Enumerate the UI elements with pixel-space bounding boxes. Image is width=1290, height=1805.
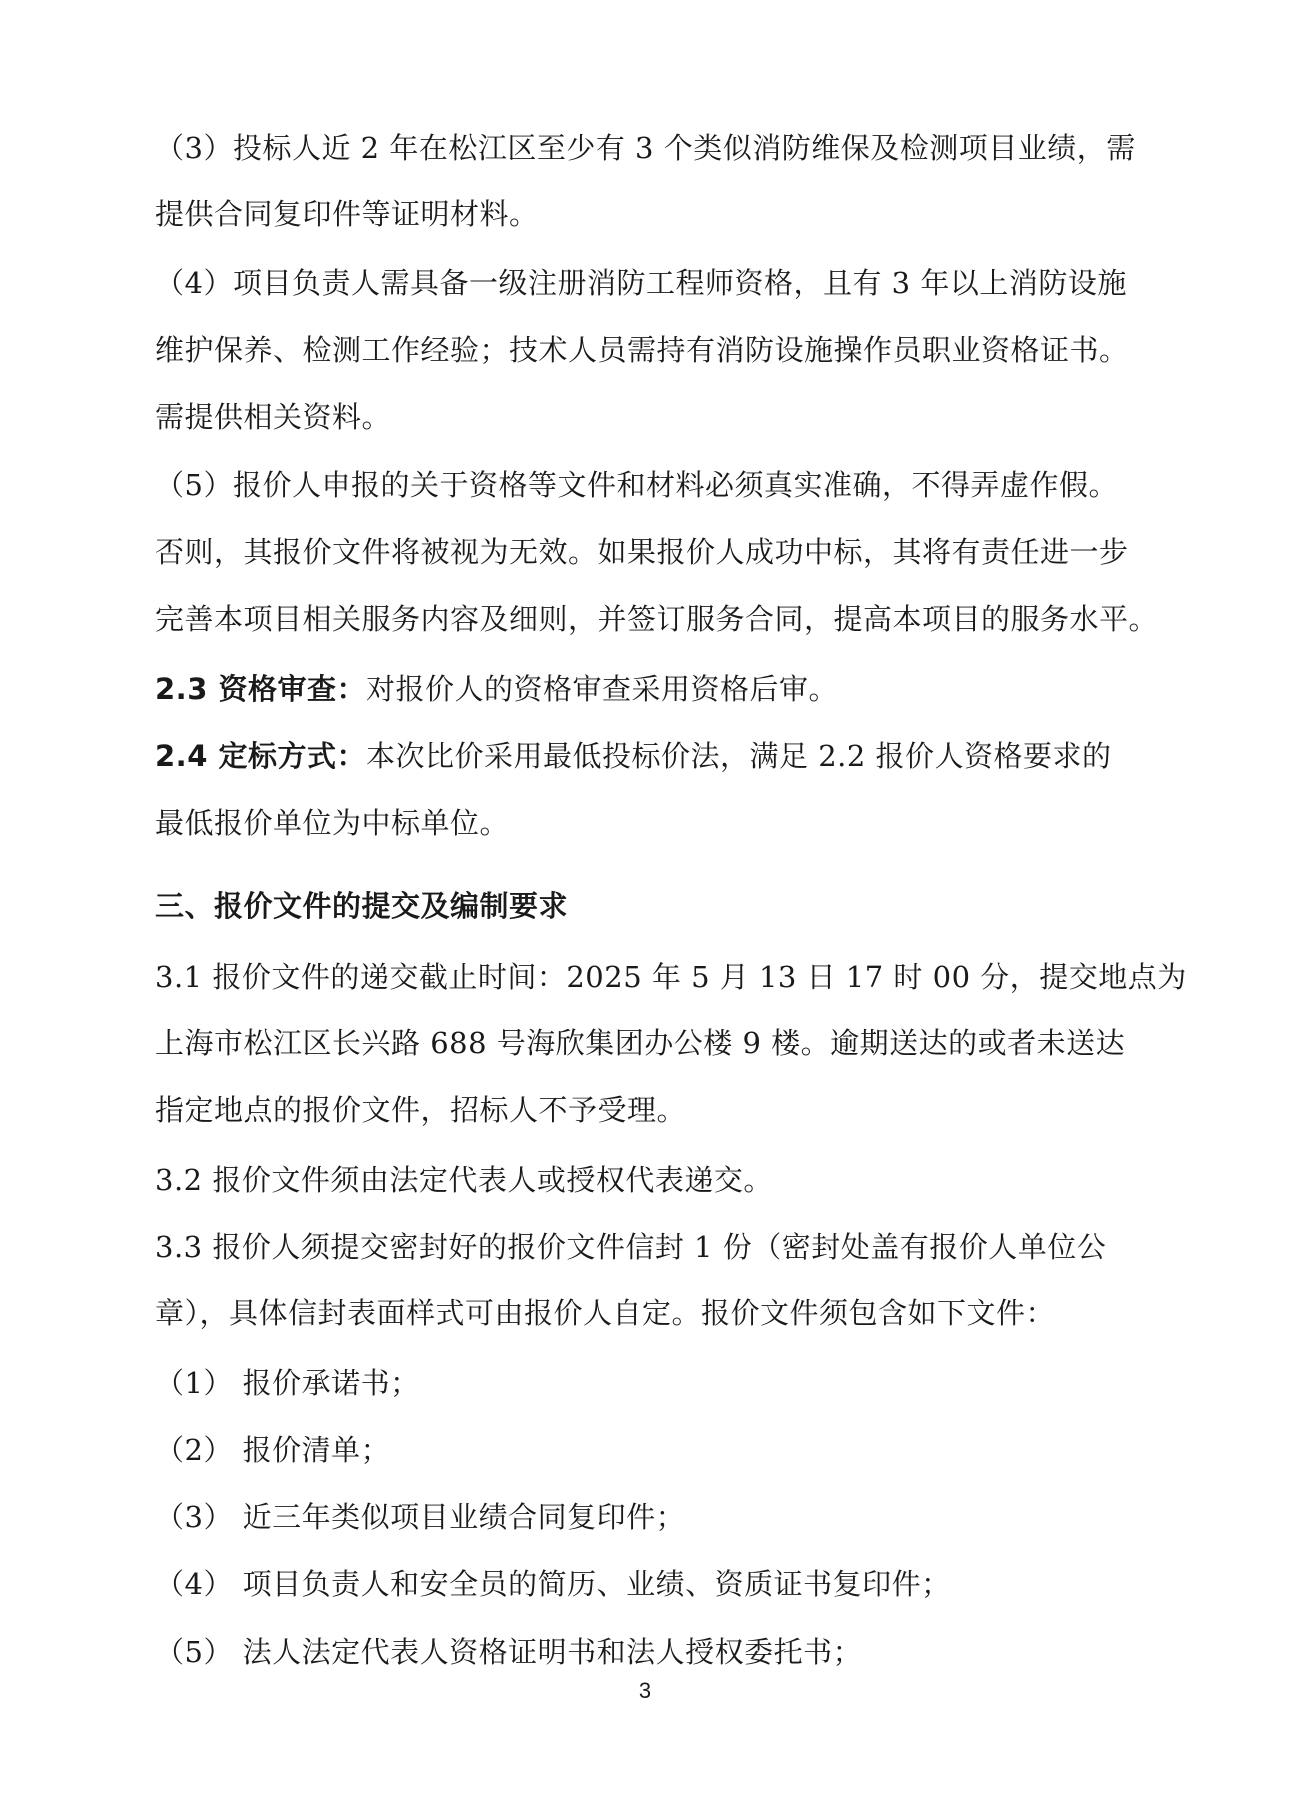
section-2-3 [155, 667, 1155, 711]
paragraph-line: 提供合同复印件等证明材料。 [155, 197, 539, 231]
paragraph-line: 需提供相关资料。 [155, 400, 392, 434]
section-3-line: 指定地点的报价文件，招标人不予受理。 [155, 1093, 687, 1127]
file-list-item: （1） 报价承诺书； [155, 1366, 420, 1400]
page-number: 3 [638, 1678, 652, 1703]
paragraph-line: （4）项目负责人需具备一级注册消防工程师资格，且有 3 年以上消防设施 [155, 266, 1127, 300]
file-list-item: （3） 近三年类似项目业绩合同复印件； [155, 1500, 686, 1534]
section-3-line: 3.3 报价人须提交密封好的报价文件信封 1 份（密封处盖有报价人单位公 [155, 1230, 1107, 1264]
section-2-3-text: 对报价人的资格审查采用资格后审。 [365, 672, 838, 706]
file-list-item: （5） 法人法定代表人资格证明书和法人授权委托书； [155, 1635, 863, 1669]
section-2-3-label: 2.3 资格审查： [155, 672, 366, 706]
paragraph-line: 否则，其报价文件将被视为无效。如果报价人成功中标，其将有责任进一步 [155, 535, 1129, 569]
paragraph-line: （5）报价人申报的关于资格等文件和材料必须真实准确，不得弄虚作假。 [155, 468, 1118, 502]
section-2-4-continuation: 最低报价单位为中标单位。 [155, 806, 510, 840]
file-list-item: （4） 项目负责人和安全员的简历、业绩、资质证书复印件； [155, 1567, 951, 1601]
section-2-4 [155, 734, 1155, 778]
paragraph-line: 完善本项目相关服务内容及细则，并签订服务合同，提高本项目的服务水平。 [155, 602, 1159, 636]
paragraph-line: （3）投标人近 2 年在松江区至少有 3 个类似消防维保及检测项目业绩，需 [155, 131, 1136, 165]
section-3-line: 章），具体信封表面样式可由报价人自定。报价文件须包含如下文件： [155, 1296, 1056, 1330]
section-2-4-label: 2.4 定标方式： [155, 739, 366, 773]
section-3-heading: 三、报价文件的提交及编制要求 [155, 889, 569, 923]
section-2-4-text: 本次比价采用最低投标价法，满足 2.2 报价人资格要求的 [365, 739, 1112, 773]
file-list-item: （2） 报价清单； [155, 1433, 391, 1467]
section-3-line: 3.2 报价文件须由法定代表人或授权代表递交。 [155, 1163, 773, 1197]
section-3-line: 上海市松江区长兴路 688 号海欣集团办公楼 9 楼。逾期送达的或者未送达 [155, 1026, 1126, 1060]
section-3-line: 3.1 报价文件的递交截止时间：2025 年 5 月 13 日 17 时 00 分，提交地点为 [155, 960, 1187, 994]
paragraph-line: 维护保养、检测工作经验；技术人员需持有消防设施操作员职业资格证书。 [155, 333, 1129, 367]
